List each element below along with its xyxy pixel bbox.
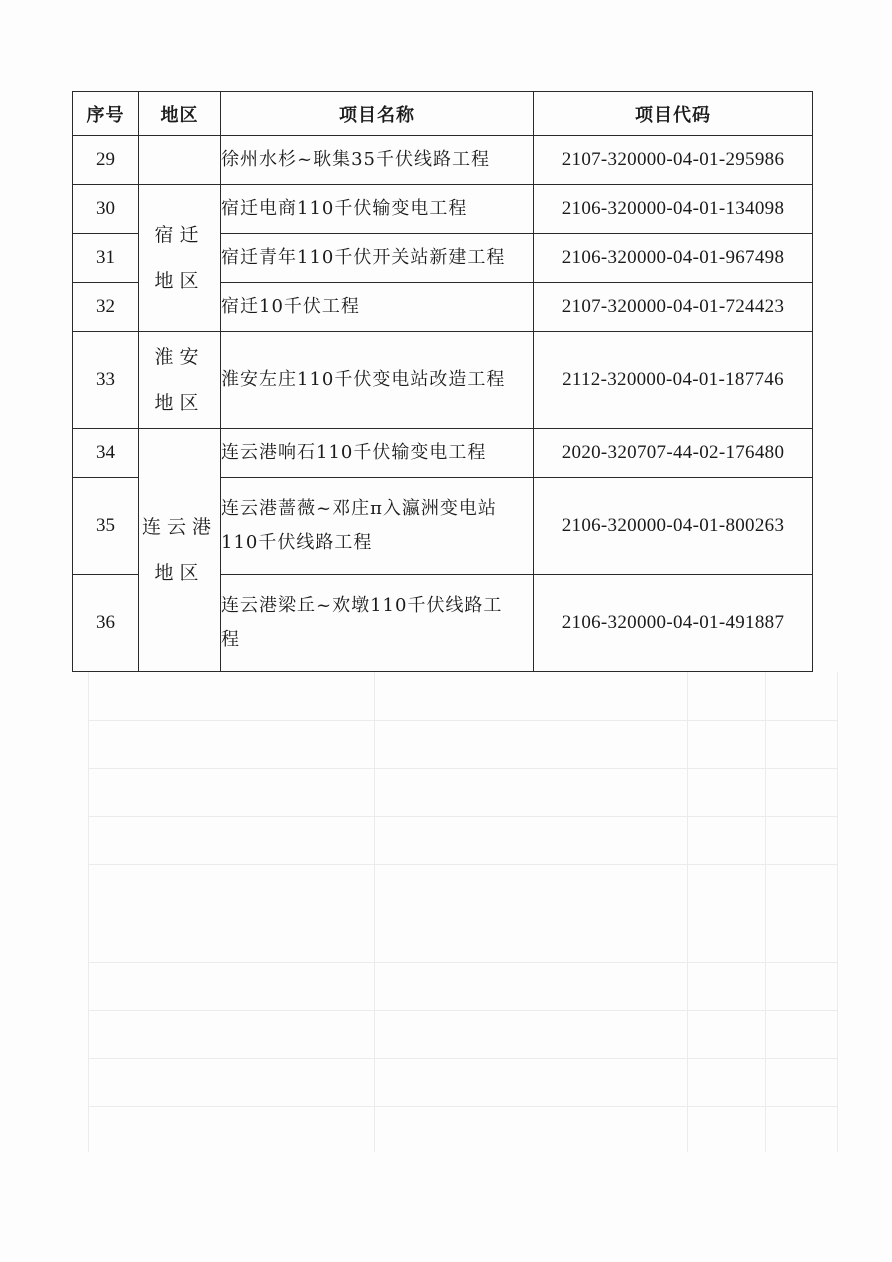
name-line: 连云港蔷薇~邓庄π入瀛洲变电站 <box>221 498 497 519</box>
row-project-code: 2107-320000-04-01-724423 <box>534 283 813 332</box>
region-huaian <box>139 332 221 429</box>
row-project-code: 2106-320000-04-01-967498 <box>534 234 813 283</box>
table-row <box>73 332 813 429</box>
row-seq: 32 <box>73 283 139 332</box>
name-line: 110千伏线路工程 <box>221 532 373 553</box>
region-line: 地区 <box>154 392 205 414</box>
row-project-name: 宿迁青年110千伏开关站新建工程 <box>221 234 534 283</box>
row-project-code: 2106-320000-04-01-491887 <box>534 575 813 672</box>
region-line: 连云港 <box>141 516 217 538</box>
header-name: 项目名称 <box>221 92 534 136</box>
row-project-code: 2106-320000-04-01-134098 <box>534 185 813 234</box>
row-seq: 36 <box>73 575 139 672</box>
row-project-name <box>221 575 534 672</box>
table-row <box>73 136 813 185</box>
row-project-name: 淮安左庄110千伏变电站改造工程 <box>221 332 534 429</box>
region-line: 宿迁 <box>154 224 205 246</box>
table-row <box>73 185 813 234</box>
row-project-name: 宿迁10千伏工程 <box>221 283 534 332</box>
region-line: 地区 <box>154 562 205 584</box>
region-line: 淮安 <box>154 346 205 368</box>
row-region-empty <box>139 136 221 185</box>
region-line: 地区 <box>154 270 205 292</box>
project-table <box>72 91 813 672</box>
row-seq: 31 <box>73 234 139 283</box>
row-seq: 30 <box>73 185 139 234</box>
row-seq: 35 <box>73 478 139 575</box>
row-project-name <box>221 478 534 575</box>
name-line: 连云港梁丘~欢墩110千伏线路工 <box>221 595 503 616</box>
header-code: 项目代码 <box>534 92 813 136</box>
row-project-code: 2112-320000-04-01-187746 <box>534 332 813 429</box>
row-project-name: 宿迁电商110千伏输变电工程 <box>221 185 534 234</box>
row-project-name: 徐州水杉~耿集35千伏线路工程 <box>221 136 534 185</box>
region-lianyungang <box>139 429 221 672</box>
row-project-code: 2020-320707-44-02-176480 <box>534 429 813 478</box>
bleed-through-table <box>88 672 838 1152</box>
row-project-name: 连云港响石110千伏输变电工程 <box>221 429 534 478</box>
header-seq: 序号 <box>73 92 139 136</box>
name-line: 程 <box>221 629 240 650</box>
row-project-code: 2106-320000-04-01-800263 <box>534 478 813 575</box>
table-row <box>73 429 813 478</box>
row-seq: 34 <box>73 429 139 478</box>
row-seq: 33 <box>73 332 139 429</box>
header-row <box>73 92 813 136</box>
header-region: 地区 <box>139 92 221 136</box>
row-project-code: 2107-320000-04-01-295986 <box>534 136 813 185</box>
row-seq: 29 <box>73 136 139 185</box>
region-suqian <box>139 185 221 332</box>
